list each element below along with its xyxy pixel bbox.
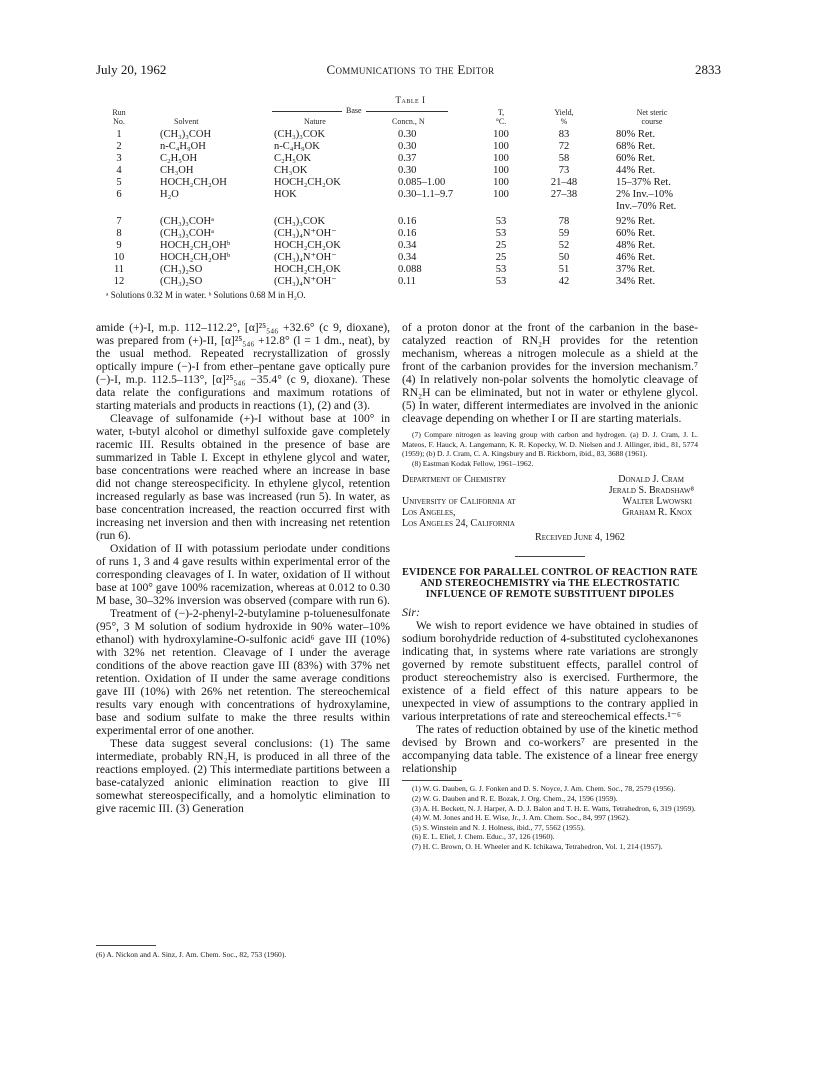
table-row xyxy=(106,141,706,153)
footnote: (7) H. C. Brown, O. H. Wheeler and K. Ichikawa, Tetrahedron, Vol. 1, 214 (1957). xyxy=(412,841,663,851)
footnote-list xyxy=(402,784,698,851)
header-run: Run No. xyxy=(112,108,126,126)
cell-nature: (CH₃)₄N⁺OH⁻ xyxy=(274,228,337,239)
cell-run: 6 xyxy=(116,189,122,200)
cell-conc: 0.30 xyxy=(398,141,417,152)
cell-solvent: C₂H₅OH xyxy=(160,153,198,164)
cell-nature: CH₃OK xyxy=(274,165,308,176)
article-title: EVIDENCE FOR PARALLEL CONTROL OF REACTION RATE AND STEREOCHEMISTRY via THE ELECTROSTATIC INFLUENCE OF REMOTE SUBSTITUENT DIPOLES xyxy=(402,567,698,601)
cell-conc: 0.34 xyxy=(398,240,417,251)
paragraph: Cleavage of sulfonamide (+)-I without base at 100° in water, t-butyl alcohol or dimethyl sulfoxide gave completely racemic III. Results obtained in the presence of base are summarized in Table I. Except in ethylene glycol and water, base concentrations were reached where an increase in base did not change stereospecificity. In ethylene glycol, retention increased regularly as base was increased (run 5). In water, as base concentration increased, the reaction occurred first with increasing net inversion and then with increasing net retention (run 6). xyxy=(96,412,390,542)
cell-solvent: HOCH₂CH₂OHᵇ xyxy=(160,240,231,251)
table-row xyxy=(106,228,706,240)
paragraph: of a proton donor at the front of the carbanion in the base-catalyzed reaction of RN₂H provides for the retention mechanism, whereas a nitrogen molecule as a shield at the front of the carbanion provides for the inversion mechanism.⁷ (4) In relatively non-polar solvents the homolytic cleavage of RN₂H can be eliminated, but not in water or ethylene glycol. (5) In water, different intermediates are involved in the anionic cleavage depending on whether I or II are starting materials. xyxy=(402,321,698,425)
table-footnote: ᵃ Solutions 0.32 M in water. ᵇ Solutions 0.68 M in H₂O. xyxy=(106,290,306,300)
department: Department of Chemistry xyxy=(402,474,507,486)
cell-temp: 100 xyxy=(493,189,509,200)
cell-course: 60% Ret. xyxy=(616,228,656,239)
cell-nature: HOCH₂CH₂OK xyxy=(274,177,341,188)
running-header-date: July 20, 1962 xyxy=(96,62,167,77)
paragraph: We wish to report evidence we have obtained in studies of sodium borohydride reduction of 4-substituted cyclohexanones indicating that, in systems where rate variations are strongly governed by remote substituent effects, parallel control of product stereochemistry also is exercised. Furthermore, the existence of a field effect of this nature appears to be unexpected in view of assumptions to the contrary applied in various interpretations of rate and stereochemical effects.¹⁻⁶ xyxy=(402,619,698,724)
cell-course: Inv.–70% Ret. xyxy=(616,201,677,212)
cell-temp: 53 xyxy=(495,216,507,227)
cell-yield: 27–38 xyxy=(550,189,578,200)
cell-run: 8 xyxy=(116,228,122,239)
cell-temp: 100 xyxy=(493,165,509,176)
paragraph: These data suggest several conclusions: (1) The same intermediate, probably RN₂H, is produced in all three of the reactions employed. (2) This intermediate partitions between a base-catalyzed anionic elimination reaction to give III somewhat stereospecifically, and a homolytic elimination to give racemic III. (3) Generation xyxy=(96,737,390,815)
received-date: Received June 4, 1962 xyxy=(535,532,625,544)
cell-solvent: (CH₃)₃COH xyxy=(160,129,212,140)
cell-course: 15–37% Ret. xyxy=(616,177,671,188)
author-affiliation xyxy=(402,474,698,532)
paragraph: Treatment of (−)-2-phenyl-2-butylamine p-toluenesulfonate (95°, 3 M solution of sodium hydroxide in 90% water–10% ethanol) with hydroxylamine-O-sulfonic acid⁶ gave III (10%) with 32% net retention. Cleavage of I under the average conditions of the above reaction gave III (83%) with 37% net retention. Oxidation of II under the same average conditions gave III (10%) with 26% net retention. The stereochemical results vary enough with concentrations of hydroxylamine, base and sodium sulfate to make the three results within experimental error of one another. xyxy=(96,607,390,737)
section-rule xyxy=(515,556,585,557)
cell-yield: 73 xyxy=(558,165,570,176)
cell-conc: 0.30 xyxy=(398,129,417,140)
cell-run: 2 xyxy=(116,141,122,152)
table-row xyxy=(106,189,706,201)
footnote: (6) E. L. Eliel, J. Chem. Educ., 37, 126 (1960). xyxy=(412,832,555,842)
cell-conc: 0.16 xyxy=(398,228,417,239)
cell-run: 3 xyxy=(116,153,122,164)
footnote: (6) A. Nickon and A. Sinz, J. Am. Chem. Soc., 82, 753 (1960). xyxy=(96,950,287,959)
cell-course: 48% Ret. xyxy=(616,240,656,251)
cell-yield: 21–48 xyxy=(550,177,578,188)
cell-course: 60% Ret. xyxy=(616,153,656,164)
table-row xyxy=(106,201,706,213)
table-body xyxy=(106,129,706,289)
paragraph: The rates of reduction obtained by use of the kinetic method devised by Brown and co-workers⁷ are presented in the accompanying data table. The existence of a linear free energy relationship xyxy=(402,723,698,776)
footnote: (2) W. G. Dauben and R. E. Bozak, J. Org. Chem., 24, 1596 (1959). xyxy=(412,793,618,803)
cell-nature: C₂H₅OK xyxy=(274,153,312,164)
table-row xyxy=(106,240,706,252)
cell-nature: (CH₃)₃COK xyxy=(274,129,326,140)
cell-temp: 100 xyxy=(493,153,509,164)
reference: (8) Eastman Kodak Fellow, 1961–1962. xyxy=(412,458,534,468)
cell-conc: 0.16 xyxy=(398,216,417,227)
cell-nature: (CH₃)₄N⁺OH⁻ xyxy=(274,252,337,263)
cell-conc: 0.11 xyxy=(398,276,416,287)
page-number: 2833 xyxy=(695,62,721,77)
table-row xyxy=(106,129,706,141)
cell-solvent: CH₃OH xyxy=(160,165,194,176)
cell-course: 92% Ret. xyxy=(616,216,656,227)
table-row xyxy=(106,165,706,177)
cell-run: 12 xyxy=(113,276,125,287)
table-row xyxy=(106,276,706,288)
cell-temp: 25 xyxy=(495,240,507,251)
footnote: (1) W. G. Dauben, G. J. Fonken and D. S. Noyce, J. Am. Chem. Soc., 78, 2579 (1956). xyxy=(412,784,676,794)
paragraph: amide (+)-I, m.p. 112–112.2°, [α]²⁵₅₄₆ +32.6° (c 9, dioxane), was prepared from (+)-II, [α]²⁵₅₄₆ +12.8° (l = 1 dm., neat), by the usual method. Repeated recrystallization of grossly optically impure (−)-I from ether–pentane gave optically pure (−)-I, m.p. 112.5–113°, [α]²⁵₅₄₆ −35.4° (c 9, dioxane). These data relate the configurations and maximum rotations of starting materials and products in reactions (1), (2) and (3). xyxy=(96,321,390,412)
cell-solvent: HOCH₂CH₂OHᵇ xyxy=(160,252,231,263)
right-column xyxy=(402,321,698,852)
cell-yield: 42 xyxy=(558,276,570,287)
university: University of California at xyxy=(402,496,516,508)
city: Los Angeles, xyxy=(402,507,456,519)
cell-course: 46% Ret. xyxy=(616,252,656,263)
cell-temp: 100 xyxy=(493,141,509,152)
cell-temp: 25 xyxy=(495,252,507,263)
author: Graham R. Knox xyxy=(622,507,692,519)
cell-yield: 50 xyxy=(558,252,570,263)
cell-conc: 0.37 xyxy=(398,153,417,164)
left-column xyxy=(96,321,390,815)
cell-nature: (CH₃)₃COK xyxy=(274,216,326,227)
cell-yield: 83 xyxy=(558,129,570,140)
cell-run: 5 xyxy=(116,177,122,188)
reference: (7) Compare nitrogen as leaving group with carbon and hydrogen. (a) D. J. Cram, J. L. Mateos, F. Hauck, A. Langemann, K. R. Kopecky, W. D. Nielsen and J. Allinger, ibid., 81, 5774 (1959); (b) D. J. Cram, C. A. Kingsbury and B. Rickborn, ibid., 83, 3688 (1961). xyxy=(402,430,698,459)
footnote: (4) W. M. Jones and H. E. Wise, Jr., J. Am. Chem. Soc., 84, 997 (1962). xyxy=(412,813,630,823)
footnote: (5) S. Winstein and N. J. Holness, ibid., 77, 5562 (1955). xyxy=(412,822,585,832)
cell-temp: 100 xyxy=(493,177,509,188)
cell-course: 2% Inv.–10% xyxy=(616,189,674,200)
table-row xyxy=(106,252,706,264)
city-address: Los Angeles 24, California xyxy=(402,518,515,530)
cell-yield: 51 xyxy=(558,264,570,275)
table-header xyxy=(106,108,706,130)
cell-course: 34% Ret. xyxy=(616,276,656,287)
cell-solvent: (CH₃)₃COHᵃ xyxy=(160,228,214,239)
table-row xyxy=(106,177,706,189)
paragraph: Oxidation of II with potassium periodate under conditions of runs 1, 3 and 4 gave results within experimental error of the corresponding cleavages of I. In water, oxidation of II without base at 100° gave 100% racemization, whereas at 0.012 to 0.30 M base, 30–32% inversion was observed (compare with run 6). xyxy=(96,542,390,607)
footnote-rule xyxy=(402,780,462,781)
cell-solvent: n-C₄H₉OH xyxy=(160,141,206,152)
cell-temp: 53 xyxy=(495,228,507,239)
cell-nature: (CH₃)₄N⁺OH⁻ xyxy=(274,276,337,287)
cell-conc: 0.30 xyxy=(398,165,417,176)
running-header-journal: Communications to the Editor xyxy=(326,62,495,77)
table-title: Table I xyxy=(395,95,426,105)
reference-list xyxy=(402,430,698,468)
header-solvent: Solvent xyxy=(174,117,199,126)
cell-solvent: H₂O xyxy=(160,189,179,200)
header-conc: Concn., N xyxy=(392,117,425,126)
cell-conc: 0.088 xyxy=(398,264,422,275)
table-row xyxy=(106,216,706,228)
cell-solvent: HOCH₂CH₂OH xyxy=(160,177,227,188)
table-row xyxy=(106,264,706,276)
salutation: Sir: xyxy=(402,605,420,620)
cell-course: 80% Ret. xyxy=(616,129,656,140)
cell-yield: 52 xyxy=(558,240,570,251)
author: Donald J. Cram xyxy=(618,474,684,486)
cell-yield: 59 xyxy=(558,228,570,239)
cell-nature: HOK xyxy=(274,189,297,200)
cell-course: 37% Ret. xyxy=(616,264,656,275)
cell-yield: 78 xyxy=(558,216,570,227)
cell-yield: 72 xyxy=(558,141,570,152)
header-nature: Nature xyxy=(304,117,326,126)
cell-temp: 53 xyxy=(495,264,507,275)
cell-course: 44% Ret. xyxy=(616,165,656,176)
cell-nature: HOCH₂CH₂OK xyxy=(274,264,341,275)
cell-solvent: (CH₃)₂SO xyxy=(160,276,203,287)
cell-run: 10 xyxy=(113,252,125,263)
cell-run: 9 xyxy=(116,240,122,251)
cell-course: 68% Ret. xyxy=(616,141,656,152)
cell-conc: 0.30–1.1–9.7 xyxy=(398,189,454,200)
cell-run: 4 xyxy=(116,165,122,176)
cell-run: 11 xyxy=(113,264,125,275)
footnote-rule xyxy=(96,945,156,946)
cell-temp: 100 xyxy=(493,129,509,140)
header-course: Net steric course xyxy=(636,108,668,126)
cell-nature: HOCH₂CH₂OK xyxy=(274,240,341,251)
author: Walter Lwowski xyxy=(622,496,692,508)
cell-run: 1 xyxy=(116,129,122,140)
cell-nature: n-C₄H₉OK xyxy=(274,141,320,152)
cell-run: 7 xyxy=(116,216,122,227)
footnote: (3) A. H. Beckett, N. J. Harper, A. D. J. Balon and T. H. E. Watts, Tetrahedron, 6, 319 (1959). xyxy=(412,803,696,813)
header-temp: T, °C. xyxy=(495,108,507,126)
base-group-label: Base xyxy=(342,106,366,115)
cell-yield: 58 xyxy=(558,153,570,164)
table-row xyxy=(106,153,706,165)
author: Jerald S. Bradshaw⁸ xyxy=(608,485,694,497)
cell-solvent: (CH₃)₃COHᵃ xyxy=(160,216,214,227)
header-yield: Yield, % xyxy=(554,108,574,126)
cell-temp: 53 xyxy=(495,276,507,287)
cell-conc: 0.34 xyxy=(398,252,417,263)
cell-solvent: (CH₃)₂SO xyxy=(160,264,203,275)
cell-conc: 0.085–1.00 xyxy=(398,177,446,188)
